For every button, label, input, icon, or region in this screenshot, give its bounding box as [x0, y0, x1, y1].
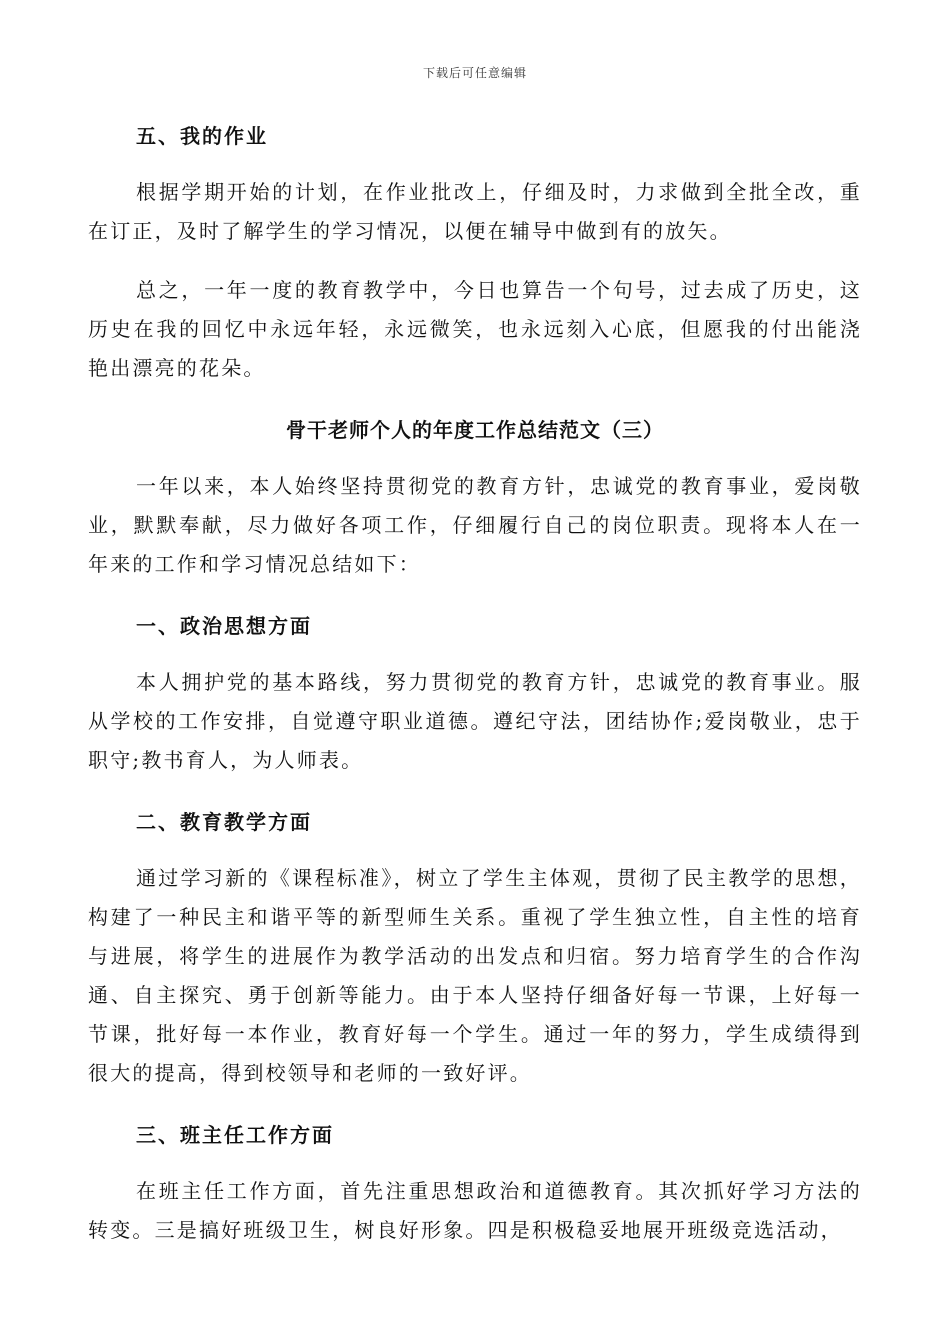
- section-heading-homework: 五、我的作业: [136, 124, 268, 148]
- paragraph-teaching: 通过学习新的《课程标准》，树立了学生主体观，贯彻了民主教学的思想，构建了一种民主和谐平等的新型师生关系。重视了学生独立性，自主性的培育与进展，将学生的进展作为教学活动的出发点和归宿。努力培育学生的合作沟通、自主探究、勇于创新等能力。由于本人坚持仔细备好每一节课，上好每一节课，批好每一本作业，教育好每一个学生。通过一年的努力，学生成绩得到很大的提高，得到校领导和老师的一致好评。: [88, 866, 862, 1085]
- section-heading-politics: 一、政治思想方面: [136, 614, 312, 638]
- paragraph-politics: 本人拥护党的基本路线，努力贯彻党的教育方针，忠诚党的教育事业。服从学校的工作安排，自觉遵守职业道德。遵纪守法，团结协作;爱岗敬业，忠于职守;教书育人，为人师表。: [88, 670, 862, 772]
- section-heading-teaching: 二、教育教学方面: [136, 810, 312, 834]
- paragraph-homework: 根据学期开始的计划，在作业批改上，仔细及时，力求做到全批全改，重在订正，及时了解学生的学习情况，以便在辅导中做到有的放矢。: [88, 180, 862, 243]
- document-title: 骨干老师个人的年度工作总结范文（三）: [286, 418, 664, 442]
- paragraph-class-teacher: 在班主任工作方面，首先注重思想政治和道德教育。其次抓好学习方法的转变。三是搞好班级卫生，树良好形象。四是积极稳妥地展开班级竞选活动，: [88, 1179, 862, 1242]
- paragraph-intro: 一年以来，本人始终坚持贯彻党的教育方针，忠诚党的教育事业，爱岗敬业，默默奉献，尽力做好各项工作，仔细履行自己的岗位职责。现将本人在一年来的工作和学习情况总结如下：: [88, 474, 862, 576]
- page-header: 下载后可任意编辑: [422, 66, 527, 80]
- document-body: [88, 114, 862, 1250]
- paragraph-conclusion: 总之，一年一度的教育教学中，今日也算告一个句号，过去成了历史，这历史在我的回忆中永远年轻，永远微笑，也永远刻入心底，但愿我的付出能浇艳出漂亮的花朵。: [88, 278, 862, 380]
- section-heading-class-teacher: 三、班主任工作方面: [136, 1123, 334, 1147]
